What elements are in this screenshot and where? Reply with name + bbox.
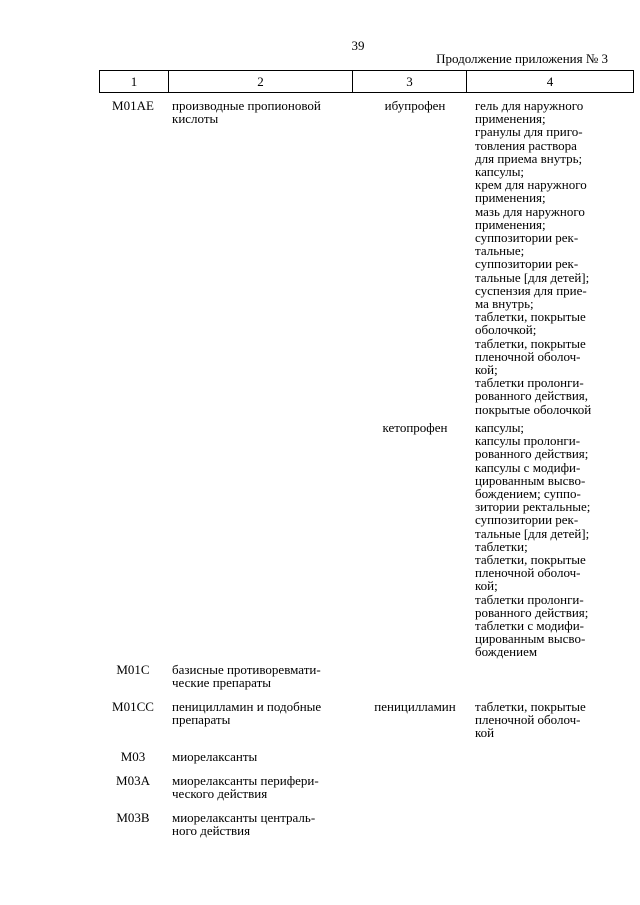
row-name: миорелаксанты — [172, 749, 258, 764]
row-name: миорелаксанты перифери- ческого действия — [172, 773, 319, 802]
row-name: базисные противоревмати- ческие препараты — [172, 662, 321, 691]
appendix-continuation-note: Продолжение приложения № 3 — [436, 51, 608, 66]
row-code: M03A — [116, 773, 150, 788]
row-drug: ибупрофен — [384, 98, 446, 113]
row-drug: пеницилламин — [374, 699, 456, 714]
row-forms: таблетки, покрытые пленочной оболоч- кой — [475, 699, 586, 741]
row-name: производные пропионовой кислоты — [172, 98, 321, 127]
row-name: миорелаксанты централь- ного действия — [172, 810, 316, 839]
row-code: M01C — [116, 662, 150, 677]
header-col-4: 4 — [467, 71, 634, 93]
row-drug: кетопрофен — [382, 420, 448, 435]
row-code: M01AE — [112, 98, 154, 113]
row-forms: капсулы; капсулы пролонги- рованного действия; капсулы с модифи- цированным высво- бождением; суппо- зитории ректальные; суппозитории рек- тальные [для детей]; таблетки; таблетки, покрытые пленочной оболоч- кой; таблетки пролонги- рованного действия; таблетки с модифи- цированным высво- бождением — [475, 420, 591, 660]
row-code: M03 — [120, 749, 146, 764]
row-name: пеницилламин и подобные препараты — [172, 699, 322, 728]
header-col-3: 3 — [353, 71, 467, 93]
header-col-2: 2 — [169, 71, 353, 93]
row-forms: гель для наружного применения; гранулы для приго- товления раствора для приема внутрь; капсулы; крем для наружного применения; мазь для наружного применения; суппозитории рек- тальные; суппозитории рек- тальные [для детей]; суспензия для прие- ма внутрь; таблетки, покрытые оболочкой; таблетки, покрытые пленочной оболоч- кой; таблетки пролонги- рованного действия, покрытые оболочкой — [475, 98, 592, 417]
row-code: M03B — [116, 810, 150, 825]
header-col-1: 1 — [100, 71, 169, 93]
page-number: 39 — [351, 38, 365, 53]
row-code: M01CC — [112, 699, 154, 714]
